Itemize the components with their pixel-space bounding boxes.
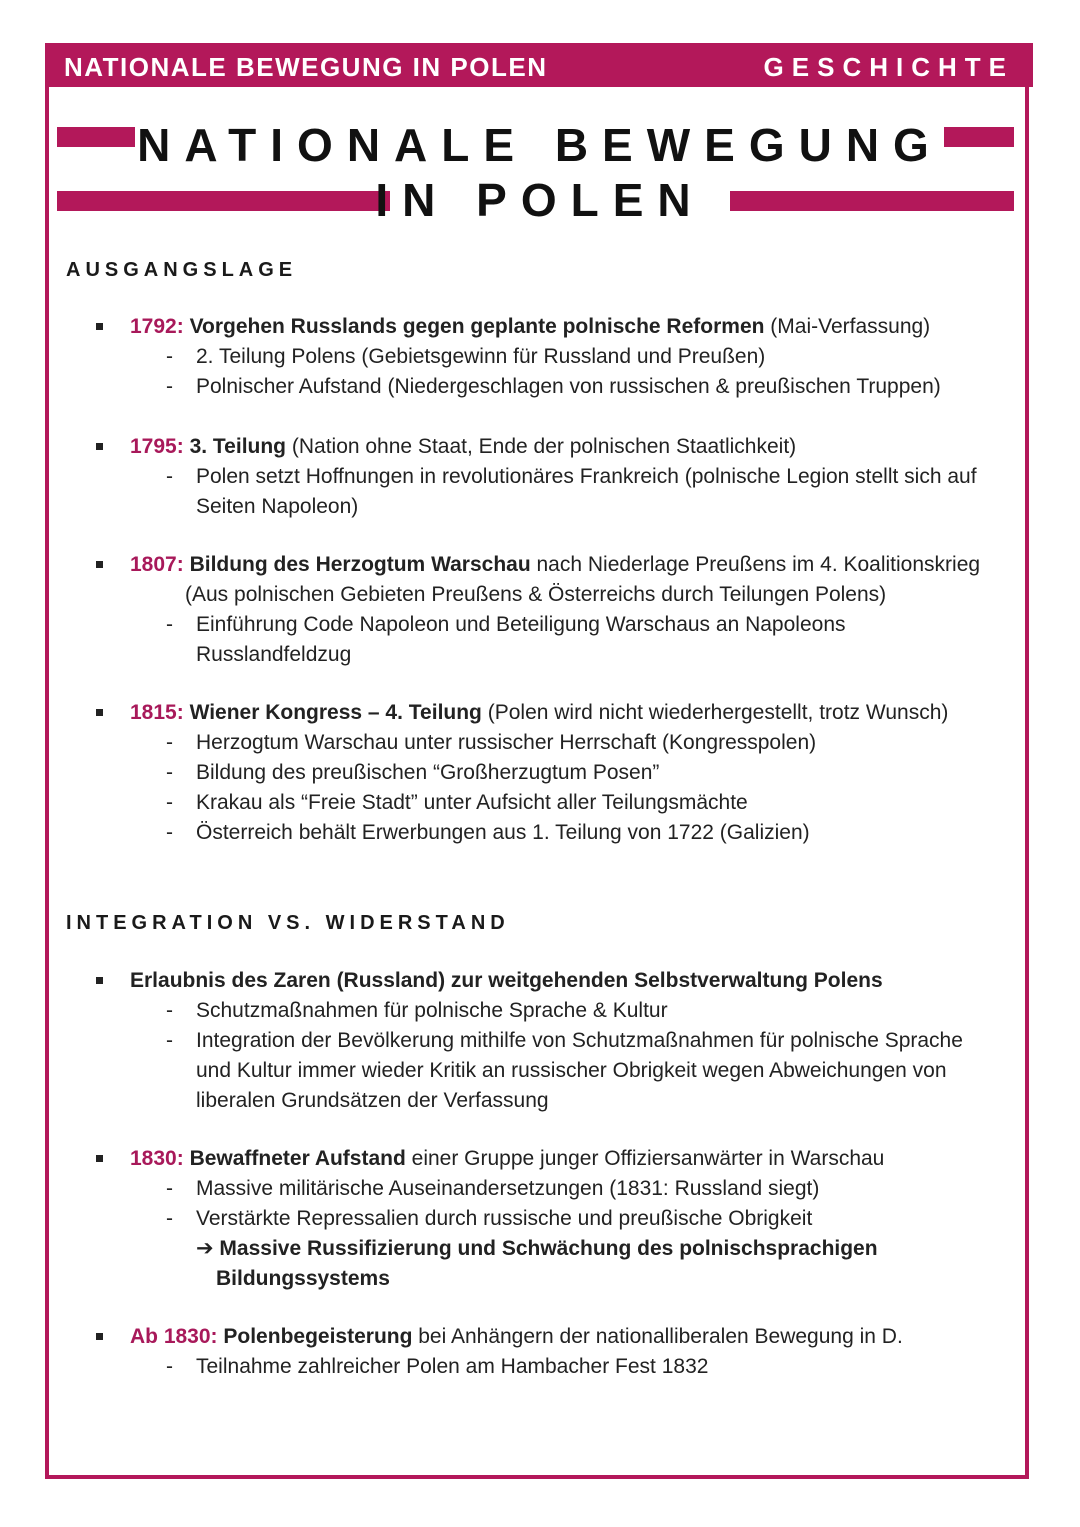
item-heading: Bewaffneter Aufstand bbox=[189, 1147, 406, 1170]
bullet-icon bbox=[96, 443, 103, 450]
item-heading: Bildung des Herzogtum Warschau bbox=[189, 553, 531, 576]
sub-item: Polen setzt Hoffnungen in revolutionäres Frankreich (polnische Legion stellt sich auf bbox=[196, 465, 977, 488]
item-heading: Polenbegeisterung bbox=[223, 1325, 413, 1348]
item-heading: Wiener Kongress – 4. Teilung bbox=[189, 701, 482, 724]
item-year: 1792: bbox=[130, 315, 184, 338]
list-item-1792: 1792: Vorgehen Russlands gegen geplante polnische Reformen (Mai-Verfassung) - 2. Teilung Polens (Gebietsgewinn für Russland und Preußen) - Polnischer Aufstand (Niedergeschlagen von russischen & preußischen Truppen) bbox=[96, 312, 1026, 402]
header-topic: NATIONALE BEWEGUNG IN POLEN bbox=[64, 52, 548, 82]
sub-item-cont: und Kultur immer wieder Kritik an russischer Obrigkeit wegen Abweichungen von bbox=[196, 1059, 947, 1082]
page-title-line1: NATIONALE BEWEGUNG bbox=[137, 119, 943, 171]
list-item-ab-1830: Ab 1830: Polenbegeisterung bei Anhängern der nationalliberalen Bewegung in D. - Teilnahme zahlreicher Polen am Hambacher Fest 1832 bbox=[96, 1322, 1026, 1382]
arrow-conclusion-cont: Bildungssystems bbox=[216, 1267, 390, 1290]
sub-item: Österreich behält Erwerbungen aus 1. Teilung von 1722 (Galizien) bbox=[196, 821, 810, 844]
item-note: (Nation ohne Staat, Ende der polnischen Staatlichkeit) bbox=[286, 435, 797, 458]
item-note: nach Niederlage Preußens im 4. Koalitionskrieg bbox=[530, 553, 981, 576]
sub-item: Teilnahme zahlreicher Polen am Hambacher Fest 1832 bbox=[196, 1355, 709, 1378]
item-year: 1830: bbox=[130, 1147, 184, 1170]
sub-item: Herzogtum Warschau unter russischer Herrschaft (Kongresspolen) bbox=[196, 731, 817, 754]
sub-item-cont: Seiten Napoleon) bbox=[196, 495, 359, 518]
sub-item: Massive militärische Auseinandersetzungen (1831: Russland siegt) bbox=[196, 1177, 820, 1200]
item-year: Ab 1830: bbox=[130, 1325, 218, 1348]
sub-item-cont: liberalen Grundsätzen der Verfassung bbox=[196, 1089, 549, 1112]
item-note: bei Anhängern der nationalliberalen Bewegung in D. bbox=[412, 1325, 903, 1348]
bullet-icon bbox=[96, 977, 103, 984]
item-note: (Polen wird nicht wiederhergestellt, trotz Wunsch) bbox=[481, 701, 949, 724]
sub-item: Einführung Code Napoleon und Beteiligung Warschaus an Napoleons bbox=[196, 613, 846, 636]
header-subject: GESCHICHTE bbox=[763, 52, 1014, 82]
item-note: einer Gruppe junger Offiziersanwärter in Warschau bbox=[405, 1147, 885, 1170]
item-year: 1795: bbox=[130, 435, 184, 458]
bullet-icon bbox=[96, 1155, 103, 1162]
section-title-ausgangslage: AUSGANGSLAGE bbox=[66, 259, 298, 281]
bullet-icon bbox=[96, 323, 103, 330]
bullet-icon bbox=[96, 561, 103, 568]
sub-item: Bildung des preußischen “Großherzugtum Posen” bbox=[196, 761, 660, 784]
bullet-icon bbox=[96, 709, 103, 716]
item-heading: Vorgehen Russlands gegen geplante polnische Reformen bbox=[189, 315, 765, 338]
item-cont: (Aus polnischen Gebieten Preußens & Österreichs durch Teilungen Polens) bbox=[185, 583, 887, 606]
sub-item: Schutzmaßnahmen für polnische Sprache & Kultur bbox=[196, 999, 668, 1022]
sub-item: Integration der Bevölkerung mithilfe von Schutzmaßnahmen für polnische Sprache bbox=[196, 1029, 963, 1052]
sub-item: Krakau als “Freie Stadt” unter Aufsicht aller Teilungsmächte bbox=[196, 791, 748, 814]
section-title-integration: INTEGRATION VS. WIDERSTAND bbox=[66, 912, 510, 934]
arrow-conclusion: ➔ Massive Russifizierung und Schwächung des polnischsprachigen bbox=[196, 1237, 878, 1260]
list-item-1830: 1830: Bewaffneter Aufstand einer Gruppe junger Offiziersanwärter in Warschau - Massive militärische Auseinandersetzungen (1831: Russland siegt) - Verstärkte Repressalien durch russische und preußische Obrigkeit ➔ Massive Russifizierung und Schwächung des polnischsprachigen Bildungssystems bbox=[96, 1144, 1026, 1294]
item-year: 1807: bbox=[130, 553, 184, 576]
item-year: 1815: bbox=[130, 701, 184, 724]
item-heading: 3. Teilung bbox=[189, 435, 287, 458]
sub-item-cont: Russlandfeldzug bbox=[196, 643, 352, 666]
list-item-1815: 1815: Wiener Kongress – 4. Teilung (Polen wird nicht wiederhergestellt, trotz Wunsch) - Herzogtum Warschau unter russischer Herrschaft (Kongresspolen) - Bildung des preußischen “Großherzugtum Posen” - Krakau als “Freie Stadt” unter Aufsicht aller Teilungsmächte - Österreich behält Erwerbungen aus 1. Teilung von 1722 (Galizien) bbox=[96, 698, 1026, 848]
sub-item: Polnischer Aufstand (Niedergeschlagen von russischen & preußischen Truppen) bbox=[196, 375, 941, 398]
list-item-selbstverwaltung: Erlaubnis des Zaren (Russland) zur weitgehenden Selbstverwaltung Polens - Schutzmaßnahmen für polnische Sprache & Kultur - Integration der Bevölkerung mithilfe von Schutzmaßnahmen für polnische Sprache und Kultur immer wieder Kritik an russischer Obrigkeit wegen Abweichungen von liberalen Grundsätzen der Verfassung bbox=[96, 966, 1026, 1116]
page-title-line2: IN POLEN bbox=[375, 174, 705, 226]
item-heading: Erlaubnis des Zaren (Russland) zur weitgehenden Selbstverwaltung Polens bbox=[130, 969, 883, 992]
sub-item: Verstärkte Repressalien durch russische und preußische Obrigkeit bbox=[196, 1207, 813, 1230]
list-item-1795: 1795: 3. Teilung (Nation ohne Staat, Ende der polnischen Staatlichkeit) - Polen setzt Hoffnungen in revolutionäres Frankreich (polnische Legion stellt sich auf Seiten Napoleon) bbox=[96, 432, 1026, 522]
bullet-icon bbox=[96, 1333, 103, 1340]
sub-item: 2. Teilung Polens (Gebietsgewinn für Russland und Preußen) bbox=[196, 345, 766, 368]
list-item-1807: 1807: Bildung des Herzogtum Warschau nach Niederlage Preußens im 4. Koalitionskrieg (Aus polnischen Gebieten Preußens & Österreichs durch Teilungen Polens) - Einführung Code Napoleon und Beteiligung Warschaus an Napoleons Russlandfeldzug bbox=[96, 550, 1026, 670]
header-bar bbox=[45, 43, 1033, 87]
item-note: (Mai-Verfassung) bbox=[764, 315, 931, 338]
